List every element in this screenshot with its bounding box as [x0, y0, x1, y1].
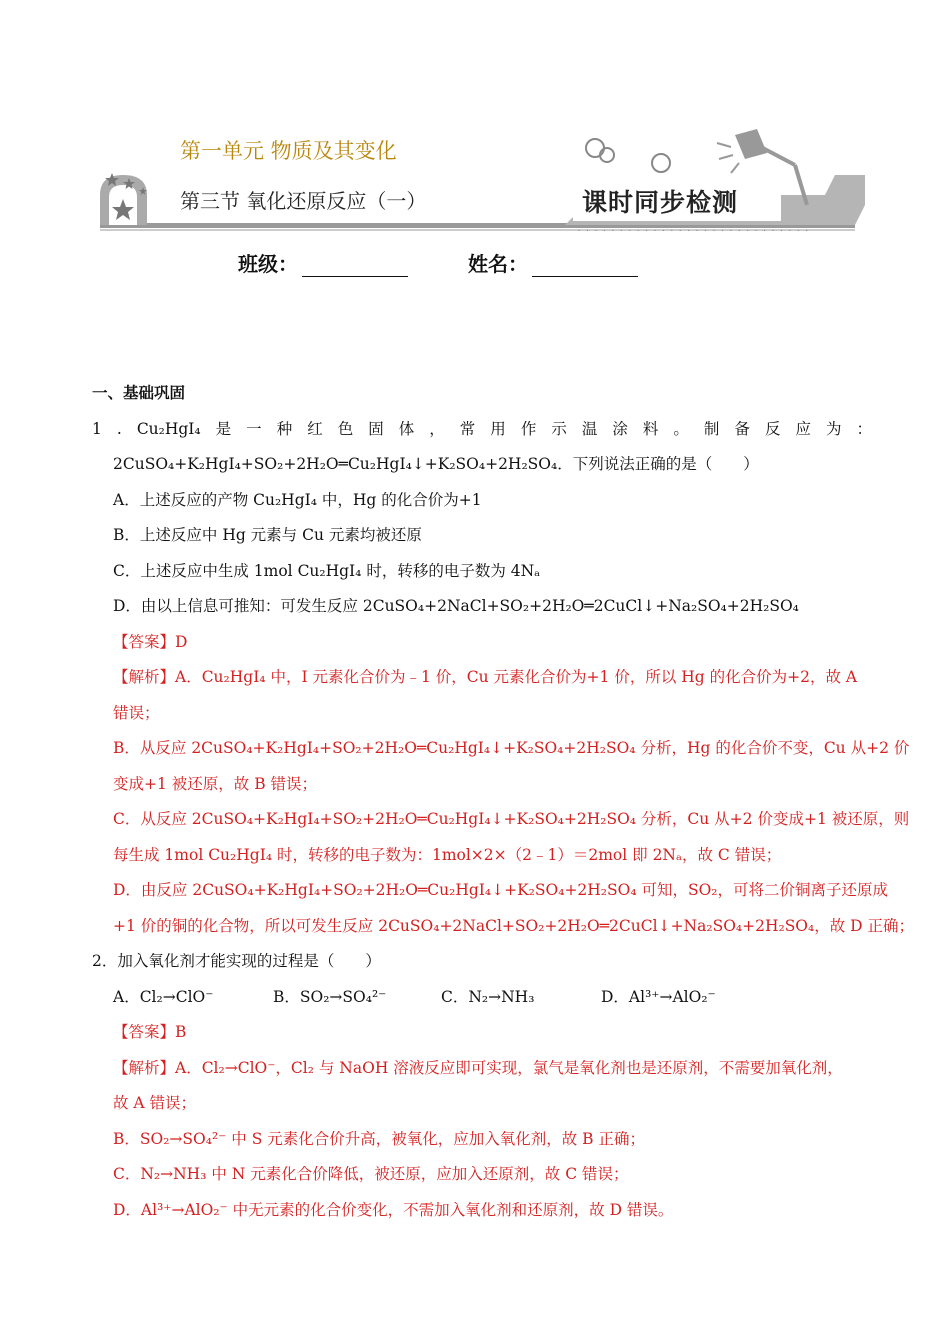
q1-char: 备	[734, 419, 750, 438]
q1-char: 应	[795, 419, 811, 438]
q1-option-a: A．上述反应的产物 Cu₂HgI₄ 中，Hg 的化合价为+1	[113, 490, 482, 509]
q1-char: 料	[642, 419, 659, 438]
q2-option-c: C．N₂→NH₃	[441, 987, 535, 1006]
q1-option-b: B．上述反应中 Hg 元素与 Cu 元素均被还原	[113, 526, 422, 544]
q1-explanation-line: +1 价的铜的化合物，所以可发生反应 2CuSO₄+2NaCl+SO₂+2H₂O═2CuCl↓+Na₂SO₄+2H₂SO₄，故 D 正确；	[113, 916, 915, 935]
q1-option-d: D．由以上信息可推知：可发生反应 2CuSO₄+2NaCl+SO₂+2H₂O═2CuCl↓+Na₂SO₄+2H₂SO₄	[113, 597, 799, 615]
class-label: 班级：	[238, 252, 298, 276]
q1-char: 反	[764, 419, 781, 438]
q1-char: 红	[307, 419, 323, 438]
q1-char: 常	[459, 419, 476, 438]
document-body	[92, 376, 915, 1228]
q1-char: 温	[581, 419, 598, 438]
q1-char: 1	[92, 419, 102, 438]
q1-char: .	[116, 419, 122, 438]
q1-explanation-line: B．从反应 2CuSO₄+K₂HgI₄+SO₂+2H₂O═Cu₂HgI₄↓+K₂SO₄+2H₂SO₄ 分析，Hg 的化合价不变，Cu 从+2 价	[113, 739, 910, 757]
class-blank[interactable]	[302, 256, 408, 277]
section-heading: 一、基础巩固	[92, 384, 186, 402]
q1-char: 作	[520, 419, 537, 438]
q2-explanation-line: B．SO₂→SO₄²⁻ 中 S 元素化合价升高，被氧化，应加入氧化剂，故 B 正确；	[113, 1129, 645, 1148]
q1-explanation-line: 错误；	[113, 703, 160, 722]
q2-explanation-line: D．Al³⁺→AlO₂⁻ 中无元素的化合价变化，不需加入氧化剂和还原剂，故 D 错误。	[113, 1200, 674, 1219]
q1-char: 用	[490, 419, 506, 438]
q1-char: 一	[246, 419, 262, 438]
q2-options	[92, 980, 872, 1016]
name-field	[468, 248, 638, 277]
q2-stem: 2．加入氧化剂才能实现的过程是（ ）	[92, 952, 381, 970]
badge-title: 课时同步检测	[582, 188, 739, 217]
q1-explanation-line: 【解析】A．Cu₂HgI₄ 中，I 元素化合价为﹣1 价，Cu 元素化合价为+1 价，所以 Hg 的化合价为+2，故 A	[113, 668, 858, 686]
q1-char: 固	[368, 419, 384, 438]
q1-answer: 【答案】D	[113, 632, 188, 651]
svg-text:· · · · · · · · · · · · · · ·: · · · · · · · · · · · · · · · · · · · · · · · · · · · ·	[577, 227, 809, 235]
q1-char: 种	[276, 419, 293, 438]
q1-char: ：	[856, 419, 872, 438]
name-blank[interactable]	[532, 256, 638, 277]
unit-title: 第一单元 物质及其变化	[180, 139, 397, 163]
q1-char: Cu₂HgI₄	[136, 419, 201, 438]
q2-option-d: D．Al³⁺→AlO₂⁻	[601, 987, 716, 1006]
q1-explanation-line: 每生成 1mol Cu₂HgI₄ 时，转移的电子数为：1mol×2×（2﹣1）＝2mol 即 2Nₐ，故 C 错误；	[113, 845, 782, 864]
q2-option-a: A．Cl₂→ClO⁻	[113, 987, 214, 1006]
q1-char: 色	[337, 419, 354, 438]
class-field	[238, 248, 408, 277]
name-label: 姓名：	[468, 252, 528, 276]
q1-char: 涂	[612, 419, 628, 438]
q1-char: 是	[215, 419, 232, 438]
q1-char: 制	[703, 419, 720, 438]
q2-explanation-line: 故 A 错误；	[113, 1094, 197, 1112]
section-title: 第三节 氧化还原反应（一）	[180, 189, 427, 213]
q1-stem-line2: 2CuSO₄+K₂HgI₄+SO₂+2H₂O═Cu₂HgI₄↓+K₂SO₄+2H₂SO₄．下列说法正确的是（ ）	[113, 455, 759, 473]
q1-stem-line1	[92, 412, 872, 448]
q1-option-c: C．上述反应中生成 1mol Cu₂HgI₄ 时，转移的电子数为 4Nₐ	[113, 561, 541, 580]
q1-char: 示	[551, 419, 567, 438]
q1-explanation-line: C．从反应 2CuSO₄+K₂HgI₄+SO₂+2H₂O═Cu₂HgI₄↓+K₂SO₄+2H₂SO₄ 分析，Cu 从+2 价变成+1 被还原，则	[113, 810, 910, 828]
header-banner	[95, 125, 865, 235]
q1-char: 为	[825, 419, 842, 438]
q2-answer: 【答案】B	[113, 1023, 187, 1041]
q1-char: 体	[398, 419, 415, 438]
q1-char: 。	[673, 419, 689, 438]
q1-explanation-line: 变成+1 被还原，故 B 错误；	[113, 774, 318, 793]
q2-option-b: B．SO₂→SO₄²⁻	[273, 987, 387, 1006]
q1-char: ，	[429, 419, 445, 438]
q2-explanation-line: 【解析】A．Cl₂→ClO⁻，Cl₂ 与 NaOH 溶液反应即可实现，氯气是氧化剂也是还原剂，不需要加氧化剂，	[113, 1058, 843, 1077]
star-house-icon	[100, 173, 147, 225]
q2-explanation-line: C．N₂→NH₃ 中 N 元素化合价降低，被还原，应加入还原剂，故 C 错误；	[113, 1165, 629, 1183]
q1-explanation-line: D．由反应 2CuSO₄+K₂HgI₄+SO₂+2H₂O═Cu₂HgI₄↓+K₂SO₄+2H₂SO₄ 可知，SO₂，可将二价铜离子还原成	[113, 881, 889, 899]
